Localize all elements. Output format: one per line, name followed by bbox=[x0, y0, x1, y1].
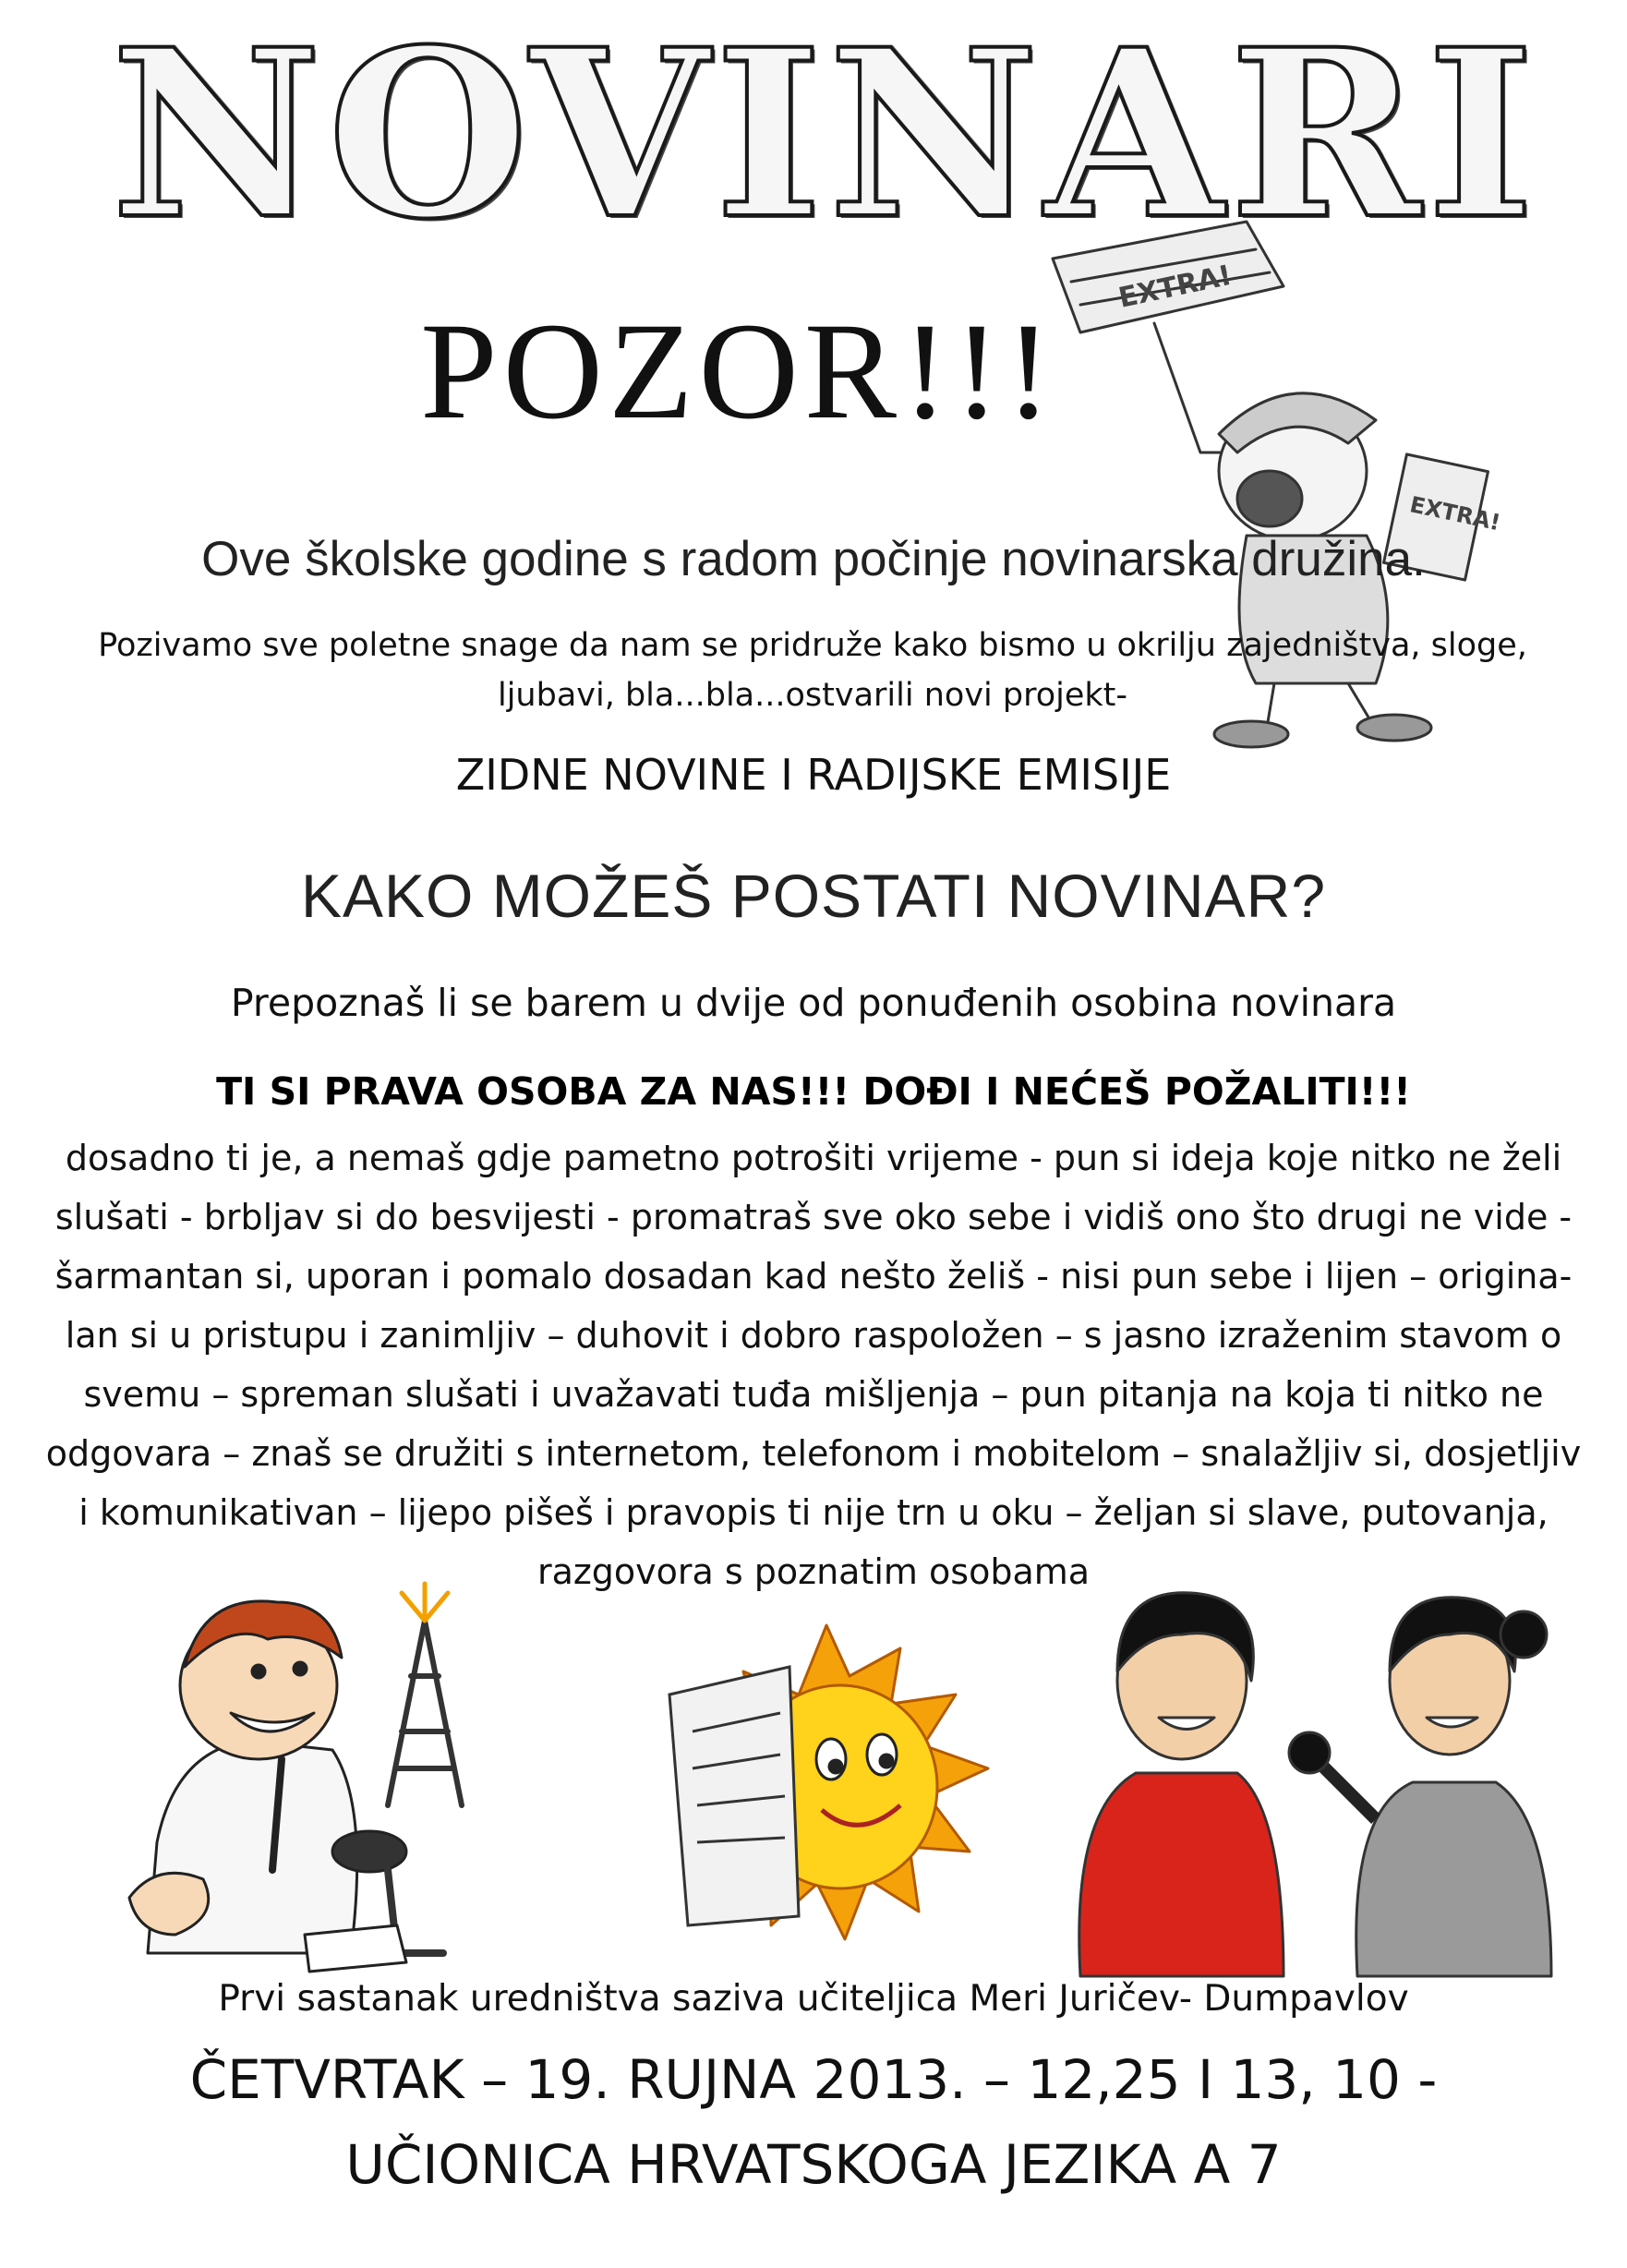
attention-heading: POZOR!!! bbox=[420, 295, 1057, 448]
meeting-date: ČETVRTAK – 19. RUJNA 2013. – 12,25 I 13, 10 - bbox=[189, 2048, 1438, 2111]
radio-host-illustration bbox=[120, 1565, 508, 1972]
traits-line: razgovora s poznatim osobama bbox=[536, 1551, 1091, 1592]
meeting-notice: Prvi sastanak uredništva saziva učiteljica Meri Juričev- Dumpavlov bbox=[218, 1978, 1409, 2020]
page-title: NOVINARI bbox=[111, 0, 1540, 270]
reporters-illustration bbox=[1053, 1570, 1570, 1976]
traits-line: šarmantan si, uporan i pomalo dosadan kad nešto želiš - nisi pun sebe i lijen – origina- bbox=[54, 1256, 1573, 1297]
call-to-action: TI SI PRAVA OSOBA ZA NAS!!! DOĐI I NEĆEŠ POŽALITI!!! bbox=[216, 1069, 1411, 1114]
traits-paragraph bbox=[28, 1128, 1599, 1601]
traits-line: svemu – spreman slušati i uvažavati tuđa mišljenja – pun pitanja na koja ti nitko ne bbox=[83, 1374, 1544, 1415]
invite-line-1: Pozivamo sve poletne snage da nam se pridruže kako bismo u okrilju zajedništva, sloge, bbox=[98, 627, 1527, 664]
invite-text bbox=[74, 621, 1551, 721]
sun-newspaper-illustration bbox=[651, 1621, 1002, 1953]
intro-text: Ove školske godine s radom počinje novinarska družina. bbox=[201, 532, 1426, 586]
traits-line: lan si u pristupu i zanimljiv – duhovit i dobro raspoložen – s jasno izraženim stavom o bbox=[65, 1315, 1562, 1356]
question-heading: KAKO MOŽEŠ POSTATI NOVINAR? bbox=[300, 862, 1327, 930]
newsboy-paper-label: EXTRA! bbox=[1115, 259, 1235, 315]
traits-line: slušati - brbljav si do besvijesti - promatraš sve oko sebe i vidiš ono što drugi ne vide - bbox=[54, 1197, 1573, 1237]
newsboy-paper-label-2: EXTRA! bbox=[1407, 491, 1503, 537]
invite-line-2: ljubavi, bla...bla...ostvarili novi projekt- bbox=[497, 677, 1128, 715]
traits-line: dosadno ti je, a nemaš gdje pametno potrošiti vrijeme - pun si ideja koje nitko ne želi bbox=[65, 1138, 1562, 1178]
traits-line: i komunikativan – lijepo pišeš i pravopis ti nije trn u oku – željan si slave, putovanja, bbox=[78, 1492, 1549, 1533]
project-title: ZIDNE NOVINE I RADIJSKE EMISIJE bbox=[455, 750, 1172, 800]
recognize-text: Prepoznaš li se barem u dvije od ponuđenih osobina novinara bbox=[230, 981, 1397, 1025]
traits-line: odgovara – znaš se družiti s internetom, telefonom i mobitelom – snalažljiv si, dosjetljiv bbox=[45, 1433, 1582, 1474]
meeting-room: UČIONICA HRVATSKOGA JEZIKA A 7 bbox=[345, 2133, 1282, 2196]
